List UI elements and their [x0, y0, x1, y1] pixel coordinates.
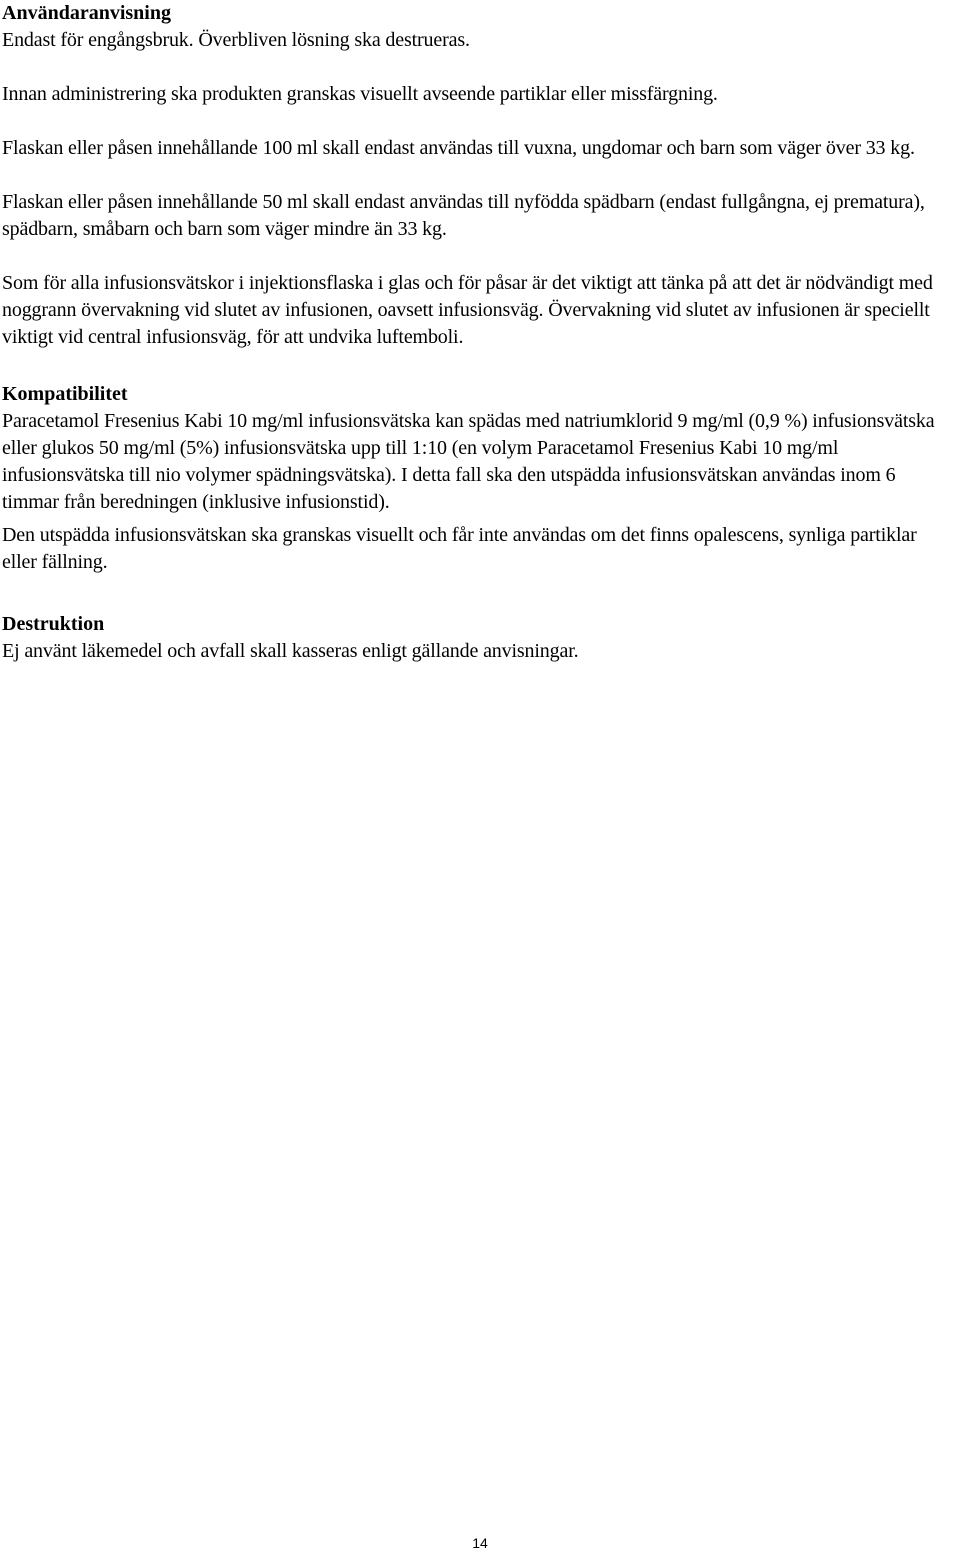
document-page — [2, 0, 956, 665]
usage-paragraph-inspection: Innan administrering ska produkten granskas visuellt avseende partiklar eller missfärgning. — [2, 83, 718, 105]
disposal-heading: Destruktion — [2, 613, 105, 635]
usage-paragraph-100ml: Flaskan eller påsen innehållande 100 ml skall endast användas till vuxna, ungdomar och barn som väger över 33 kg. — [2, 137, 915, 159]
compatibility-heading: Kompatibilitet — [2, 383, 128, 405]
usage-heading: Användaranvisning — [2, 2, 171, 24]
usage-paragraph-monitoring: Som för alla infusionsvätskor i injektionsflaska i glas och för påsar är det viktigt att tänka på att det är nödvändigt med noggrann övervakning vid slutet av infusionen, oavsett infusionsväg. Övervakning vid slutet av infusionen är speciellt viktigt vid central infusionsväg, för att undvika luftemboli. — [2, 272, 933, 348]
compatibility-paragraph-inspection: Den utspädda infusionsvätskan ska granskas visuellt och får inte användas om det finns opalescens, synliga partiklar eller fällning. — [2, 524, 917, 573]
disposal-section — [2, 611, 956, 665]
compatibility-section — [2, 381, 956, 576]
usage-section — [2, 0, 956, 351]
page-number: 14 — [472, 1535, 488, 1551]
compatibility-paragraph-dilution: Paracetamol Fresenius Kabi 10 mg/ml infusionsvätska kan spädas med natriumklorid 9 mg/ml (0,9 %) infusionsvätska eller glukos 50 mg/ml (5%) infusionsvätska upp till 1:10 (en volym Paracetamol Fresenius Kabi 10 mg/ml infusionsvätska till nio volymer spädningsvätska). I detta fall ska den utspädda infusionsvätskan användas inom 6 timmar från beredningen (inklusive infusionstid). — [2, 410, 935, 513]
usage-paragraph-single-use: Endast för engångsbruk. Överbliven lösning ska destrueras. — [2, 29, 470, 51]
disposal-paragraph: Ej använt läkemedel och avfall skall kasseras enligt gällande anvisningar. — [2, 640, 579, 662]
usage-paragraph-50ml: Flaskan eller påsen innehållande 50 ml skall endast användas till nyfödda spädbarn (endast fullgångna, ej prematura), spädbarn, småbarn och barn som väger mindre än 33 kg. — [2, 191, 925, 240]
